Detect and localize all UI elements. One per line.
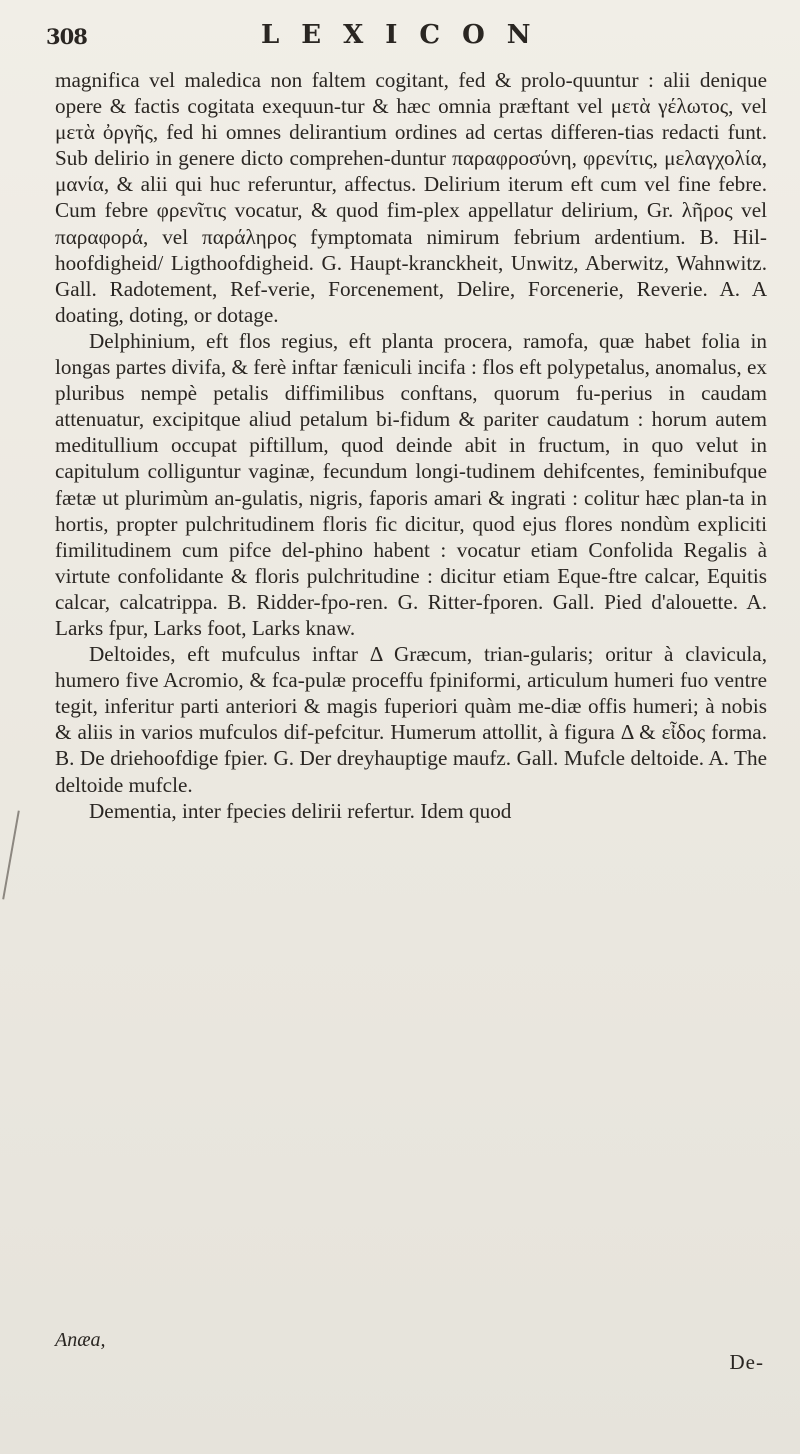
entry-deltoides: Deltoides, eft mufculus inftar Δ Græcum, trian-gularis; oritur à clavicula, humero five Acromio, & fca-pulæ proceffu fpiniformi, articulum humeri fuo ventre tegit, inferitur parti anteriori & magis fuperiori quàm me-diæ offis humeri; à nobis & aliis in varios mufculos dif-pefcitur. Humerum attollit, à figura Δ & εἶδος forma. B. De driehoofdige fpier. G. Der dreyhauptige maufz. Gall. Mufcle deltoide. A. The deltoide mufcle. [55,642,767,797]
body-text [55,67,767,824]
catchword: Anæa, [55,1329,106,1351]
page-number: 308 [46,24,87,49]
signature-mark: De- [729,1350,764,1374]
paragraph-delirium-continued: magnifica vel maledica non faltem cogitant, fed & prolo-quuntur : alii denique opere & factis cogitata exequun-tur & hæc omnia præftant vel μετὰ γέλωτος, vel μετὰ ὀργῆς, fed hi omnes delirantium ordines ad certas differen-tias redacti funt. Sub delirio in genere dicto comprehen-duntur παραφροσύνη, φρενίτις, μελαγχολία, μανία, & alii qui huc referuntur, affectus. Delirium iterum eft cum vel fine febre. Cum febre φρενῖτις vocatur, & quod fim-plex appellatur delirium, Gr. λῆρος vel παραφορά, vel παράληρος fymptomata nimirum febrium ardentium. B. Hil-hoofdigheid/ Ligthoofdigheid. G. Haupt-kranckheit, Unwitz, Aberwitz, Wahnwitz. Gall. Radotement, Ref-verie, Forcenement, Delire, Forcenerie, Reverie. A. A doating, doting, or dotage. [55,68,767,327]
page-header [46,20,770,60]
running-head: LEXICON [261,20,553,50]
entry-dementia: Dementia, inter fpecies delirii refertur. Idem quod [89,798,512,823]
entry-delphinium: Delphinium, eft flos regius, eft planta procera, ramofa, quæ habet folia in longas partes divifa, & ferè inftar fæniculi incifa : flos eft polypetalus, anomalus, ex pluribus nempè petalis diffimilibus conftans, quorum fu-perius in caudam attenuatur, excipitque aliud petalum bi-fidum & pariter caudatum : horum autem meditullium occupat piftillum, quod deinde abit in fructum, in quo velut in capitulum colliguntur vaginæ, fecundum longi-tudinem dehifcentes, feminibufque fætæ ut plurimùm an-gulatis, nigris, faporis amari & ingrati : colitur hæc plan-ta in hortis, propter pulchritudinem floris fic dicitur, quod ejus flores nondùm expliciti fimilitudinem cum pifce del-phino habent : vocatur etiam Confolida Regalis à virtute confolidante & floris pulchritudine : dicitur etiam Eque-ftre calcar, Equitis calcar, calcatrippa. B. Ridder-fpo-ren. G. Ritter-fporen. Gall. Pied d'alouette. A. Larks fpur, Larks foot, Larks knaw. [55,328,767,640]
page-fold-mark [2,811,20,900]
